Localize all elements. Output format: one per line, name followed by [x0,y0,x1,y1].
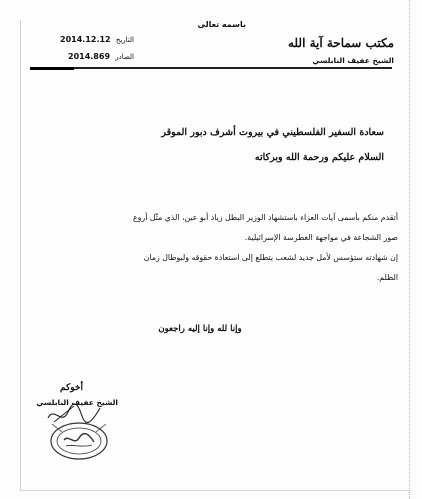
body-line-2: صور الشجاعة في مواجهة الغطرسة الإسرائيلية. [244,233,398,242]
body-line-1: أتقدم منكم بأسمى آيات العزاء باستشهاد الوزير البطل زياد أبو عين، الذي مثّل أروع [133,213,398,222]
header-divider-accent [30,67,74,70]
signature-closing: أخوكم [60,383,83,393]
date-label: التاريخ [115,36,134,44]
page-left-border [20,20,21,490]
quran-verse: وإنا لله وإنا إليه راجعون [158,324,242,334]
header-divider [30,67,392,69]
greeting-line: السلام عليكم ورحمة الله وبركاته [254,152,384,163]
date-value: 2014.12.12 [60,35,111,44]
office-subtitle: الشيخ عفيف النابلسي [312,56,394,65]
body-line-3: إن شهادته ستؤسس لأمل جديد لشعب يتطلع إلى استعادة حقوقه ولبوطال زمان [143,253,398,262]
addressee-line: سعادة السفير الفلسطيني في بيروت أشرف دبور الموقر [161,127,384,138]
signatory-name: الشيخ عفيف النابلسي [36,398,118,407]
scan-edge [408,0,410,499]
reference-number: 2014.869 [68,52,111,61]
reference-label: الصادر [115,53,134,61]
page-bottom-border [20,490,410,491]
office-title: مكتب سماحة آية الله [288,36,394,50]
body-line-4: الظلم. [376,273,398,282]
bismillah-heading: باسمه تعالى [197,20,246,29]
official-seal-stamp [44,418,114,464]
